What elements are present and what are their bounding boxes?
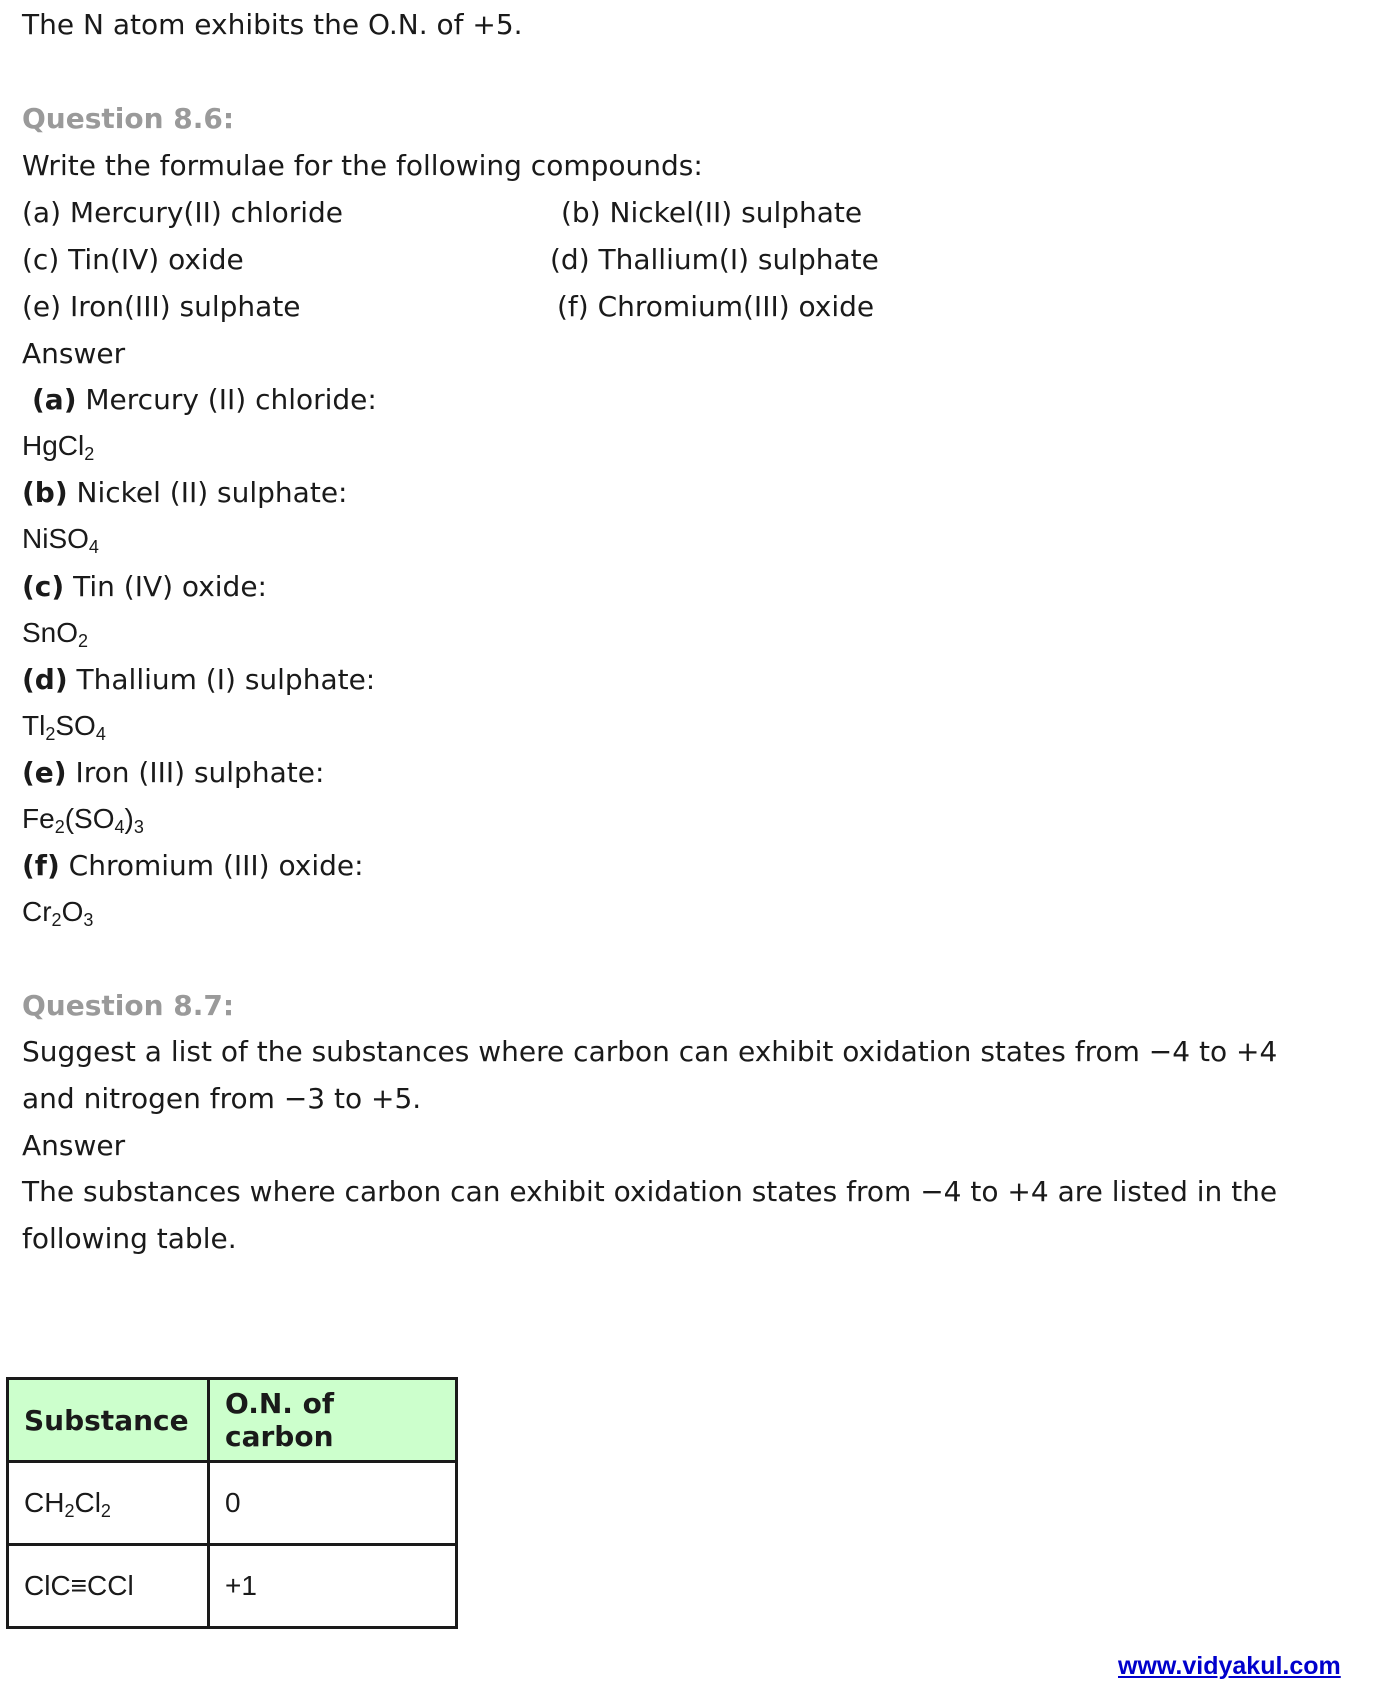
answer-letter: (e) xyxy=(22,756,67,789)
option-f: (f) Chromium(III) oxide xyxy=(557,290,875,323)
intro-line: The N atom exhibits the O.N. of +5. xyxy=(22,8,523,41)
formula-e: $Fe_2(SO_4)_3$ xyxy=(22,803,144,837)
compound-name: Thallium (I) sulphate: xyxy=(67,663,376,696)
answer-8-7-line2: following table. xyxy=(22,1222,237,1255)
answer-letter: (a) xyxy=(32,383,77,416)
answer-8-7-line1: The substances where carbon can exhibit oxidation states from −4 to +4 are listed in the xyxy=(22,1175,1278,1208)
table-header-substance: Substance xyxy=(8,1379,209,1462)
formula-d: $Tl_2SO_4$ xyxy=(22,710,106,744)
question-8-6-heading: Question 8.6: xyxy=(22,102,235,135)
answer-letter: (c) xyxy=(22,570,65,603)
option-b: (b) Nickel(II) sulphate xyxy=(561,196,863,229)
formula-a: HgCl$_2$ xyxy=(22,430,95,464)
table-header-row xyxy=(8,1379,457,1462)
compound-name: Mercury (II) chloride: xyxy=(76,383,377,416)
formula-c: SnO$_2$ xyxy=(22,617,89,651)
table-cell-substance: ClC≡CCl xyxy=(8,1545,209,1628)
question-8-7-prompt-line2: and nitrogen from −3 to +5. xyxy=(22,1082,422,1115)
compound-name: Nickel (II) sulphate: xyxy=(67,476,348,509)
option-e: (e) Iron(III) sulphate xyxy=(22,290,301,323)
option-d: (d) Thallium(I) sulphate xyxy=(550,243,879,276)
answer-b-heading xyxy=(22,476,347,509)
formula-f: $Cr_2O_3$ xyxy=(22,896,94,930)
compound-name: Chromium (III) oxide: xyxy=(59,849,364,882)
carbon-oxidation-table xyxy=(6,1377,458,1629)
table-row xyxy=(8,1545,457,1628)
question-8-6-prompt: Write the formulae for the following compounds: xyxy=(22,149,703,182)
vidyakul-link[interactable]: www.vidyakul.com xyxy=(1118,1652,1341,1680)
answer-c-heading xyxy=(22,570,267,603)
formula-b: NiSO$_4$ xyxy=(22,523,99,557)
answer-label-8-7: Answer xyxy=(22,1129,126,1162)
option-c: (c) Tin(IV) oxide xyxy=(22,243,244,276)
answer-letter: (f) xyxy=(22,849,60,882)
question-8-7-heading: Question 8.7: xyxy=(22,989,235,1022)
answer-label-8-6: Answer xyxy=(22,337,126,370)
table-cell-substance: $CH_2Cl_2$ xyxy=(8,1462,209,1545)
table-header-on: O.N. of carbon xyxy=(209,1379,457,1462)
answer-a-heading xyxy=(32,383,377,416)
option-a: (a) Mercury(II) chloride xyxy=(22,196,344,229)
answer-letter: (b) xyxy=(22,476,68,509)
answer-d-heading xyxy=(22,663,375,696)
answer-letter: (d) xyxy=(22,663,68,696)
answer-e-heading xyxy=(22,756,324,789)
table-cell-on: +1 xyxy=(209,1545,457,1628)
table-cell-on: 0 xyxy=(209,1462,457,1545)
table-row xyxy=(8,1462,457,1545)
compound-name: Iron (III) sulphate: xyxy=(66,756,325,789)
answer-f-heading xyxy=(22,849,364,882)
question-8-7-prompt-line1: Suggest a list of the substances where carbon can exhibit oxidation states from −4 to +4 xyxy=(22,1035,1278,1068)
compound-name: Tin (IV) oxide: xyxy=(64,570,267,603)
